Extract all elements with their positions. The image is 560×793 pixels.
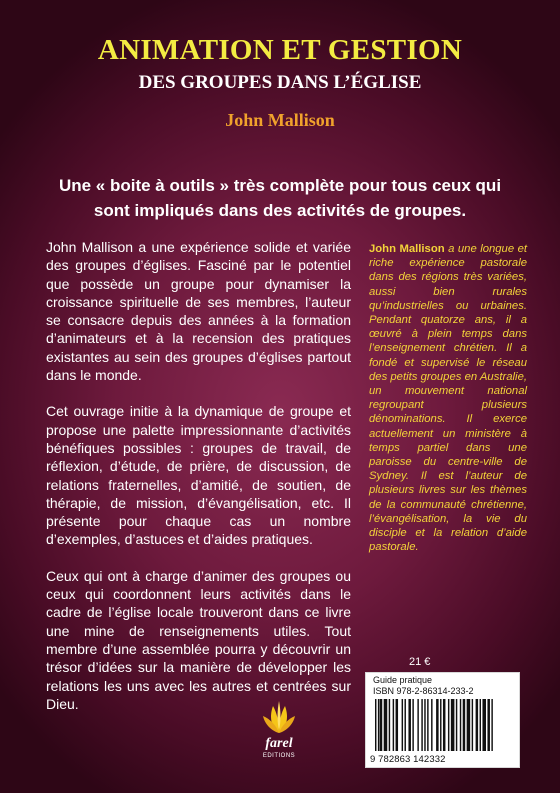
author-bio: [369, 242, 527, 554]
price-label: 21 €: [409, 656, 431, 668]
description-paragraph-3: Ceux qui ont à charge d’animer des groupes ou ceux qui coordonnent leurs activités dans le cadre de l’église locale trouveront dans ce livre une mine de renseignements utiles. Tout membre d’une assemblée pourra y découvrir un trésor d’idées sur la manière de développer les relations les uns avec les autres et centrées sur Dieu.: [46, 567, 351, 712]
isbn-label: ISBN 978-2-86314-233-2: [373, 686, 474, 696]
description-paragraph-2: Cet ouvrage initie à la dynamique de groupe et propose une palette impressionnante d’activités bénéfiques possibles : groupes de travail, de réflexion, d’étude, de prière, de discussion, de relations fraternelles, d’amitié, de soutien, de thérapie, de mission, d’évangélisation, etc. Il présente pour chaque cas un nombre d’exemples, d’astuces et d’aides pratiques.: [46, 403, 351, 548]
title-line-1: ANIMATION ET GESTION: [97, 34, 463, 66]
author-name: John Mallison: [225, 110, 335, 130]
description-paragraph-1: John Mallison a une expérience solide et variée des groupes d’églises. Fasciné par le potentiel que possède un groupe pour dynamiser la croissance spirituelle de ses membres, l’auteur se consacre depuis des années à la formation d’animateurs et à la recension des pratiques existantes au sein des groupes d’églises partout dans le monde.: [46, 239, 351, 384]
bio-author-name: John Mallison: [369, 243, 445, 255]
title-line-2: DES GROUPES DANS L’ÉGLISE: [138, 72, 422, 93]
farel-flower-logo-icon: [254, 697, 304, 737]
tagline: Une « boite à outils » très complète pour tous ceux qui sont impliqués dans des activités de groupes.: [58, 176, 502, 220]
publisher-logo: [254, 697, 304, 767]
publisher-name: farel: [265, 736, 293, 751]
barcode-panel: [365, 672, 520, 768]
book-category: Guide pratique: [373, 675, 433, 685]
barcode-icon: [371, 699, 516, 754]
description-column: [46, 238, 351, 731]
barcode-digits: 9 782863 142332: [370, 754, 446, 765]
bio-text: a une longue et riche expérience pastorale dans des régions très variées, aussi bien rurales qu’industrielles ou urbaines. Pendant quatorze ans, il a œuvré à plein temps dans l’enseignement chrétien. Il a fondé et supervisé le réseau des petits groupes en Australie, un mouvement national regroupant plusieurs dénominations. Il exerce actuellement un ministère à temps partiel dans une paroisse du centre-ville de Sydney. Il est l’auteur de plusieurs livres sur les thèmes de la communauté chrétienne, l’évangélisation, la vie du disciple et la relation d’aide pastorale.: [369, 243, 527, 554]
publisher-subtitle: EDITIONS: [262, 753, 296, 759]
